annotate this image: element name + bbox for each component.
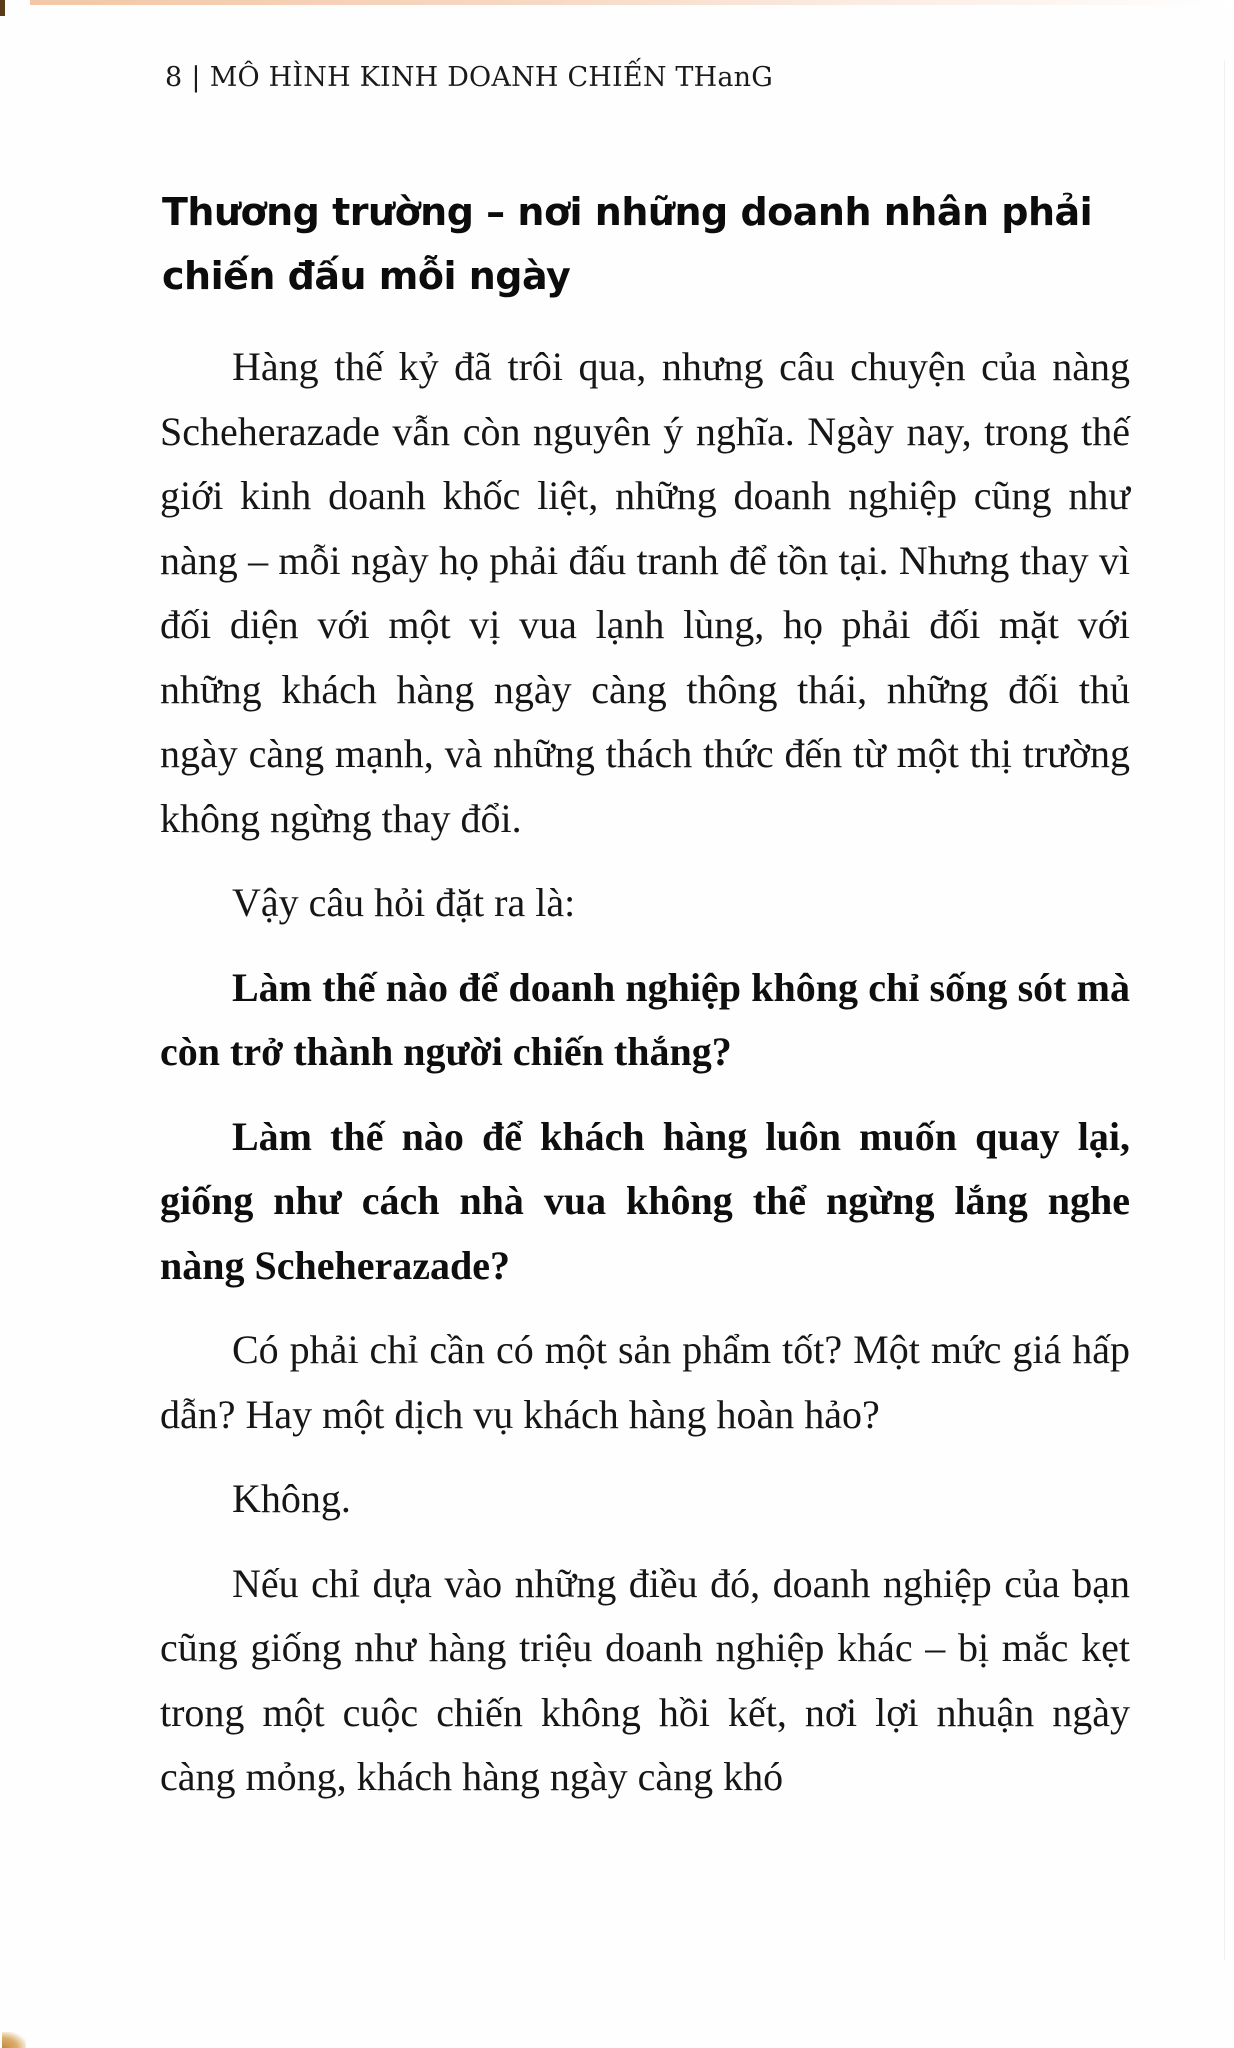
paragraph-product-price: Có phải chỉ cần có một sản phẩm tốt? Một mức giá hấp dẫn? Hay một dịch vụ khách hàng hoàn hảo?: [160, 1327, 1130, 1437]
paragraph-question-2: Làm thế nào để khách hàng luôn muốn quay lại, giống như cách nhà vua không thể ngừng lắng nghe nàng Scheherazade?: [160, 1113, 1130, 1288]
page-number: 8: [165, 62, 183, 93]
paragraph-conclusion: Nếu chỉ dựa vào những điều đó, doanh nghiệp của bạn cũng giống như hàng triệu doanh nghiệp khác – bị mắc kẹt trong một cuộc chiến không hồi kết, nơi lợi nhuận ngày càng mỏng, khách hàng ngày càng khó: [160, 1560, 1130, 1799]
body-text: [160, 335, 1130, 1810]
paragraph-no: Không.: [232, 1476, 351, 1521]
binding-edge: [0, 0, 5, 16]
page-corner-shadow: [2, 2032, 26, 2048]
paragraph-question-1: Làm thế nào để doanh nghiệp không chỉ sống sót mà còn trở thành người chiến thắng?: [160, 964, 1130, 1074]
running-header: [165, 62, 773, 93]
header-separator: |: [191, 62, 201, 93]
book-title: MÔ HÌNH KINH DOANH CHIẾN THanG: [209, 62, 774, 93]
paragraph-intro: Hàng thế kỷ đã trôi qua, nhưng câu chuyện của nàng Scheherazade vẫn còn nguyên ý nghĩa. Ngày nay, trong thế giới kinh doanh khốc liệt, những doanh nghiệp cũng như nàng – mỗi ngày họ phải đấu tranh để tồn tại. Nhưng thay vì đối diện với một vị vua lạnh lùng, họ phải đối mặt với những khách hàng ngày càng thông thái, những đối thủ ngày càng mạnh, và những thách thức đến từ một thị trường không ngừng thay đổi.: [160, 344, 1130, 841]
section-title: Thương trường – nơi những doanh nhân phải chiến đấu mỗi ngày: [162, 190, 1093, 298]
paragraph-question-lead: Vậy câu hỏi đặt ra là:: [232, 880, 576, 925]
page-top-edge-shadow: [30, 0, 1234, 5]
page-right-edge: [1224, 60, 1225, 1960]
